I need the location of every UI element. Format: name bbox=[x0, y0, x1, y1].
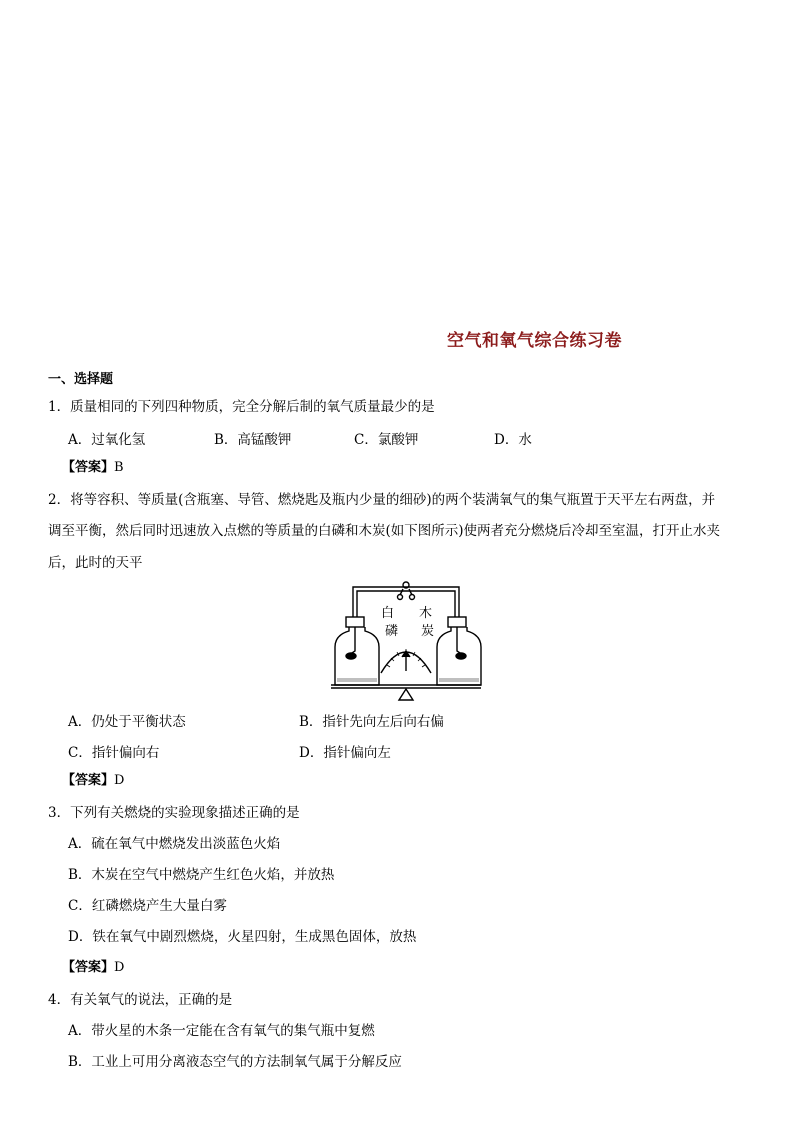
q1-option-d: D．水 bbox=[494, 432, 532, 448]
q3-option-a: A．硫在氧气中燃烧发出淡蓝色火焰 bbox=[68, 836, 281, 852]
left-bottle bbox=[335, 627, 379, 685]
fulcrum bbox=[399, 689, 413, 700]
q4-option-a: A．带火星的木条一定能在含有氧气的集气瓶中复燃 bbox=[68, 1023, 375, 1039]
section-heading: 一、选择题 bbox=[48, 372, 114, 387]
answer-label: 【答案】 bbox=[62, 773, 115, 788]
q1-option-c: C．氯酸钾 bbox=[354, 432, 419, 448]
q2-option-d: D．指针偏向左 bbox=[299, 745, 391, 761]
page-title: 空气和氧气综合练习卷 bbox=[447, 331, 622, 351]
question-2-stem-line-3: 后，此时的天平 bbox=[48, 555, 143, 571]
balance-diagram bbox=[329, 581, 483, 703]
question-2-answer bbox=[62, 771, 124, 791]
q3-option-d: D．铁在氧气中剧烈燃烧，火星四射，生成黑色固体，放热 bbox=[68, 929, 417, 945]
answer-label: 【答案】 bbox=[62, 460, 115, 475]
q2-option-b: B．指针先向左后向右偏 bbox=[299, 714, 444, 730]
question-1-options bbox=[68, 428, 568, 448]
question-3-stem: 3．下列有关燃烧的实验现象描述正确的是 bbox=[48, 805, 300, 821]
label-charcoal-1: 木 bbox=[419, 606, 433, 621]
question-1-answer bbox=[62, 458, 124, 478]
question-3-answer bbox=[62, 958, 124, 978]
question-2-stem-line-1: 2．将等容积、等质量(含瓶塞、导管、燃烧匙及瓶内少量的细砂)的两个装满氧气的集气瓶置于天平左右两盘，并 bbox=[48, 492, 716, 508]
answer-value: B bbox=[114, 460, 124, 475]
label-charcoal-2: 炭 bbox=[421, 624, 435, 639]
answer-value: D bbox=[114, 960, 125, 975]
q3-option-b: B．木炭在空气中燃烧产生红色火焰，并放热 bbox=[68, 867, 335, 883]
left-spoon bbox=[346, 653, 356, 659]
connecting-tube bbox=[353, 587, 459, 621]
q3-option-c: C．红磷燃烧产生大量白雾 bbox=[68, 898, 227, 914]
q1-option-b: B．高锰酸钾 bbox=[214, 432, 292, 448]
left-stopper bbox=[346, 617, 364, 627]
right-spoon bbox=[456, 653, 466, 659]
q1-option-a: A．过氧化氢 bbox=[68, 432, 146, 448]
question-2-options-row-1 bbox=[68, 710, 568, 730]
question-4-stem: 4．有关氧气的说法，正确的是 bbox=[48, 992, 233, 1008]
answer-label: 【答案】 bbox=[62, 960, 115, 975]
label-white-phosphorus-2: 磷 bbox=[385, 624, 399, 639]
question-2-stem-line-2: 调至平衡，然后同时迅速放入点燃的等质量的白磷和木炭(如下图所示)使两者充分燃烧后冷却至室温，打开止水夹 bbox=[48, 523, 721, 539]
q4-option-b: B．工业上可用分离液态空气的方法制氧气属于分解反应 bbox=[68, 1054, 402, 1070]
q2-option-a: A．仍处于平衡状态 bbox=[68, 714, 186, 730]
q2-option-c: C．指针偏向右 bbox=[68, 745, 160, 761]
answer-value: D bbox=[114, 773, 125, 788]
label-white-phosphorus-1: 白 bbox=[381, 606, 395, 621]
question-1-stem: 1．质量相同的下列四种物质，完全分解后制的氧气质量最少的是 bbox=[48, 399, 435, 415]
connecting-tube-inner bbox=[357, 591, 455, 621]
right-stopper bbox=[448, 617, 466, 627]
question-2-options-row-2 bbox=[68, 741, 568, 761]
balance-figure bbox=[329, 581, 483, 707]
